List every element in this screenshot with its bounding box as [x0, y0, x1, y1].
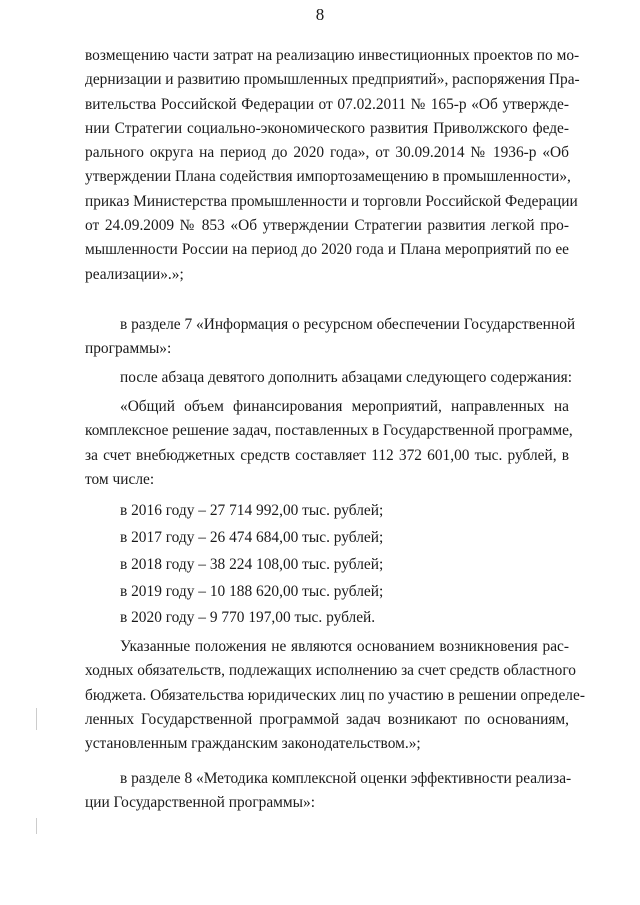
text-line: программы»: — [85, 340, 172, 358]
paragraph-total-financing — [85, 395, 573, 492]
text-line: ходных обязательств, подлежащих исполнению за счет средств областного — [85, 662, 576, 680]
paragraph-legal-references — [85, 44, 580, 287]
scan-artifact — [36, 708, 37, 730]
list-item-2019: в 2019 году – 10 188 620,00 тыс. рублей; — [120, 583, 384, 600]
text-line: бюджета. Обязательства юридических лиц по участию в решении определе- — [85, 686, 585, 704]
text-line: рального округа на период до 2020 года», от 30.09.2014 № 1936-р «Об — [85, 144, 569, 162]
text-line: комплексное решение задач, поставленных в Государственной программе, — [85, 422, 573, 440]
text-line: утверждении Плана содействия импортозамещению в промышленности», — [85, 168, 571, 186]
list-item-2017: в 2017 году – 26 474 684,00 тыс. рублей; — [120, 529, 384, 546]
page-number: 8 — [315, 5, 325, 24]
text-line: том числе: — [85, 470, 155, 488]
text-line: реализации».»; — [85, 265, 184, 283]
text-line: нии Стратегии социально-экономического развития Приволжского феде- — [85, 119, 569, 137]
scan-artifact — [36, 818, 37, 834]
text-line: мышленности России на период до 2020 года и Плана мероприятий по ее — [85, 241, 569, 259]
text-line: установленным гражданским законодательством.»; — [85, 735, 421, 753]
text-line: после абзаца девятого дополнить абзацами следующего содержания: — [120, 369, 573, 386]
paragraph-section-8 — [85, 767, 572, 816]
list-item-2018: в 2018 году – 38 224 108,00 тыс. рублей; — [120, 556, 384, 573]
paragraph-section-7 — [85, 313, 576, 362]
text-line: дернизации и развитию промышленных предприятий», распоряжения Пра- — [85, 71, 580, 89]
text-line: ленных Государственной программой задач возникают по основаниям, — [85, 710, 569, 728]
list-item-2016: в 2016 году – 27 714 992,00 тыс. рублей; — [120, 502, 384, 519]
paragraph-after-ninth — [85, 366, 573, 390]
paragraph-obligations — [85, 635, 585, 756]
text-line: в разделе 8 «Методика комплексной оценки эффективности реализа- — [120, 770, 572, 787]
text-line: приказ Министерства промышленности и торговли Российской Федерации — [85, 192, 578, 210]
text-line: ции Государственной программы»: — [85, 794, 315, 812]
list-item-2020: в 2020 году – 9 770 197,00 тыс. рублей. — [120, 609, 376, 626]
text-line: вительства Российской Федерации от 07.02.2011 № 165-р «Об утвержде- — [85, 95, 569, 113]
text-line: возмещению части затрат на реализацию инвестиционных проектов по мо- — [85, 47, 580, 64]
text-line: «Общий объем финансирования мероприятий, направленных на — [120, 398, 569, 415]
text-line: Указанные положения не являются основанием возникновения рас- — [120, 638, 569, 655]
text-line: от 24.09.2009 № 853 «Об утверждении Стратегии развития легкой про- — [85, 217, 569, 235]
text-line: в разделе 7 «Информация о ресурсном обеспечении Государственной — [120, 316, 576, 333]
text-line: за счет внебюджетных средств составляет 112 372 601,00 тыс. рублей, в — [85, 446, 569, 464]
